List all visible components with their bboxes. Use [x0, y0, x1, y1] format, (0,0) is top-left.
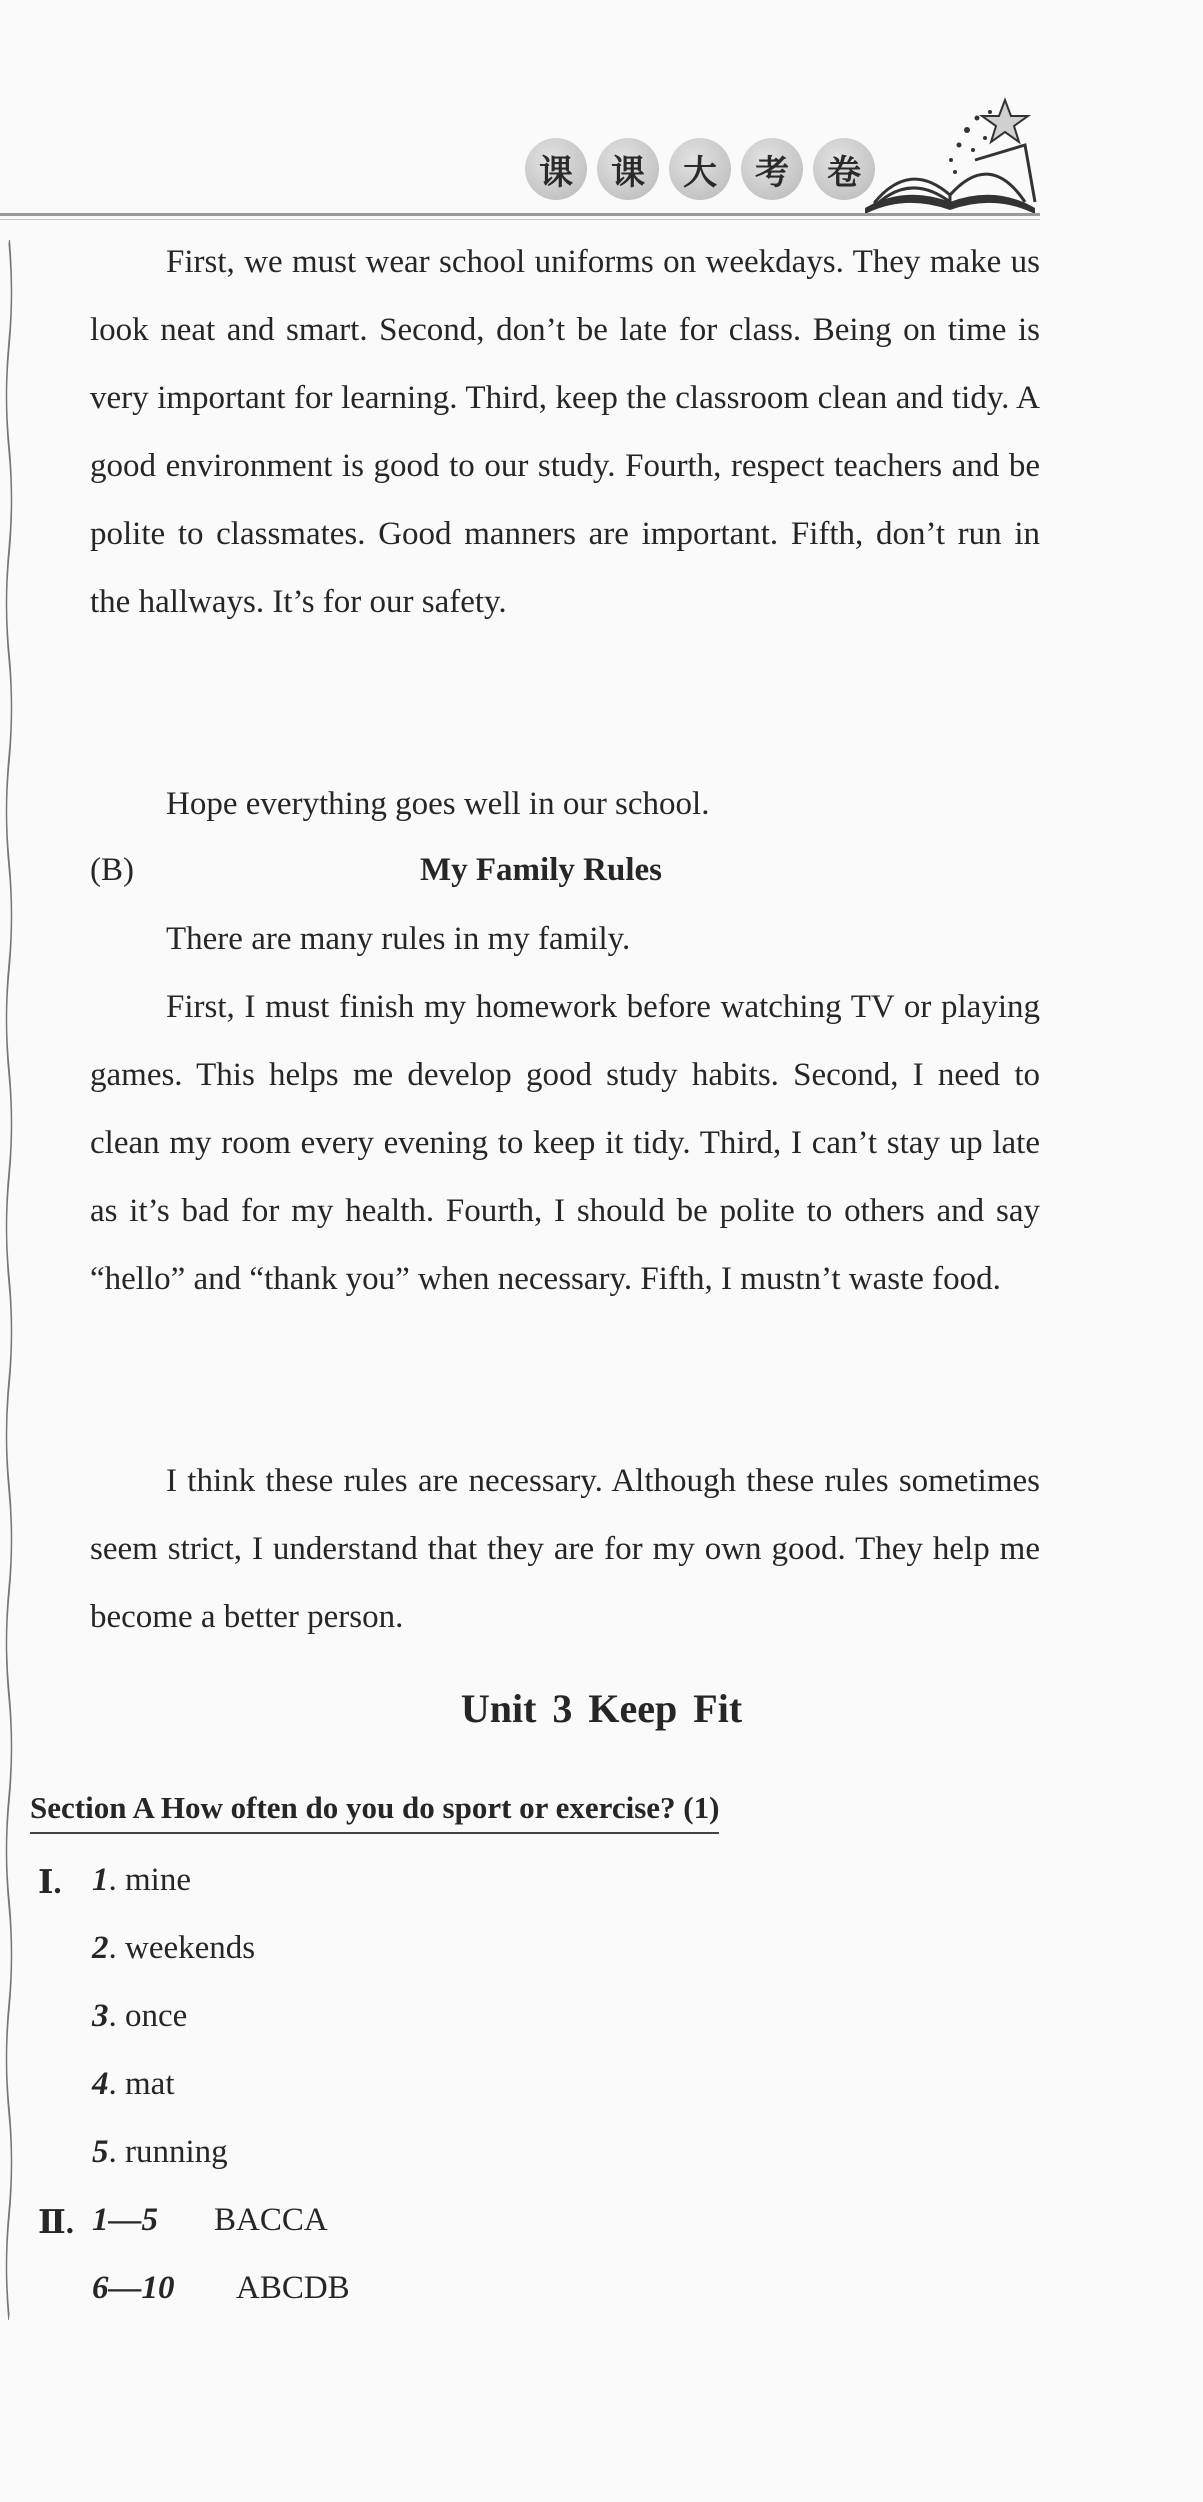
answer-row — [92, 2202, 328, 2239]
item-answer: mine — [125, 1862, 191, 1898]
passage-b-label: (B) — [90, 852, 134, 888]
header-rule — [0, 213, 1040, 216]
answer-item: 5. running — [92, 2134, 228, 2170]
unit-title: Unit 3 Keep Fit — [460, 1686, 743, 1731]
answer-item: 1. mine — [92, 1862, 191, 1898]
item-number: 4 — [92, 2066, 109, 2102]
answer-item: 2. weekends — [92, 1930, 256, 1966]
row-range: 6—10 — [92, 2270, 175, 2306]
logo-char: 大 — [669, 138, 731, 200]
answer-row — [92, 2270, 350, 2307]
item-number: 5 — [92, 2134, 109, 2170]
margin-wavy-line — [2, 240, 16, 2320]
item-answer: weekends — [125, 1930, 256, 1966]
passage-a-paragraph-1: First, we must wear school uniforms on weekdays. They make us look neat and smart. Second, don’t be late for class. Being on time is very important for learning. Third, keep the classroom clean and tidy. A good environment is good to our study. Fourth, respect teachers and be polite to classmates. Good manners are important. Fifth, don’t run in the hallways. It’s for our safety. — [90, 244, 1040, 620]
passage-a-paragraph-2: Hope everything goes well in our school. — [166, 786, 710, 822]
row-answer: ABCDB — [236, 2270, 350, 2306]
item-answer: mat — [125, 2066, 175, 2102]
header-rule-thin — [0, 219, 1040, 220]
passage-b-paragraph-1: There are many rules in my family. — [166, 921, 631, 957]
section-title: Section A How often do you do sport or exercise? (1) — [30, 1790, 719, 1834]
passage-b-paragraph-2: First, I must finish my homework before watching TV or playing games. This helps me develop good study habits. Second, I need to clean my room every evening to keep it tidy. Third, I can’t stay up late as it’s bad for my health. Fourth, I should be polite to others and say “hello” and “thank you” when necessary. Fifth, I mustn’t waste food. — [90, 989, 1040, 1297]
logo-char: 课 — [525, 138, 587, 200]
row-answer: BACCA — [214, 2202, 328, 2238]
logo-char: 卷 — [813, 138, 875, 200]
row-range: 1—5 — [92, 2202, 158, 2238]
part-1-label: Ⅰ. — [38, 1865, 62, 1901]
book-stars-icon — [855, 90, 1045, 220]
item-number: 2 — [92, 1930, 109, 1966]
item-number: 3 — [92, 1998, 109, 2034]
item-answer: running — [125, 2134, 228, 2170]
logo-char: 课 — [597, 138, 659, 200]
item-number: 1 — [92, 1862, 109, 1898]
item-answer: once — [125, 1998, 188, 2034]
answer-item: 4. mat — [92, 2066, 175, 2102]
passage-b-paragraph-3: I think these rules are necessary. Although these rules sometimes seem strict, I understand that they are for my own good. They help me become a better person. — [90, 1463, 1040, 1635]
part-2-label: Ⅱ. — [38, 2205, 75, 2241]
answer-item: 3. once — [92, 1998, 188, 2034]
header-logo — [525, 138, 875, 200]
passage-b-title: My Family Rules — [420, 852, 662, 888]
logo-char: 考 — [741, 138, 803, 200]
